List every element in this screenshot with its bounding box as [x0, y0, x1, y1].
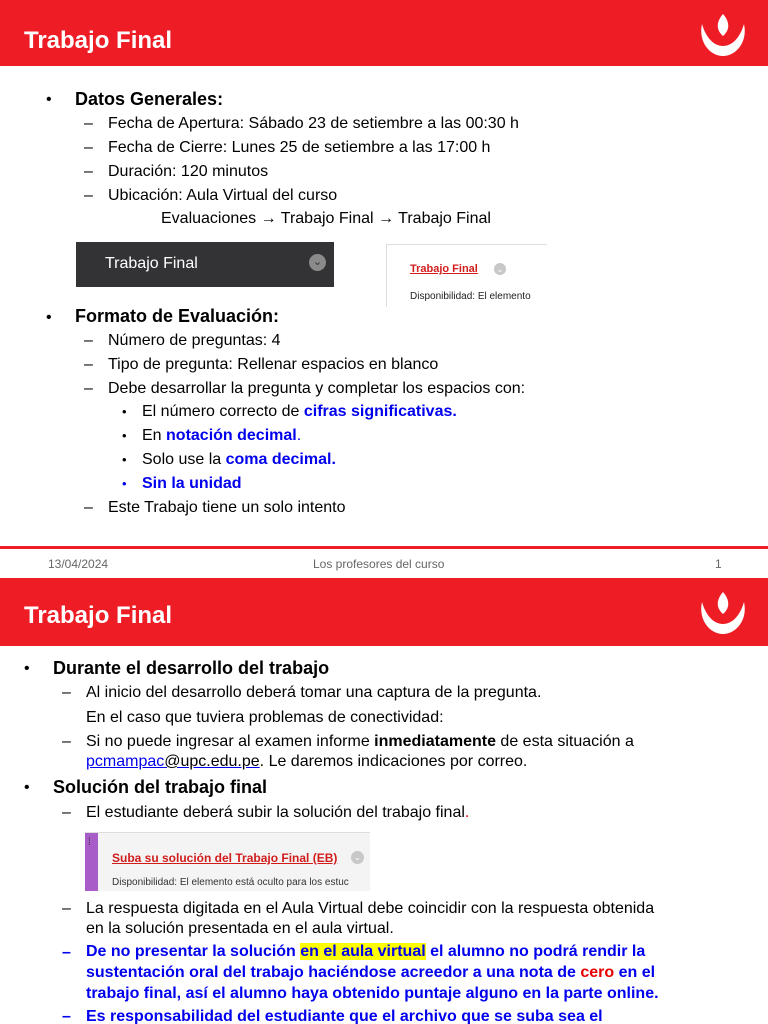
solucion-heading: Solución del trabajo final: [53, 777, 268, 797]
dash-icon: –: [84, 356, 93, 373]
dash-icon: –: [62, 733, 71, 750]
screenshot-dark-label: Trabajo Final: [105, 255, 198, 272]
respuesta-line-2: en la solución presentada en el aula virtual.: [86, 920, 394, 937]
dash-icon: –: [62, 804, 71, 821]
screenshot-light-label: Trabajo Final: [410, 263, 478, 275]
ubicacion: Ubicación: Aula Virtual del curso: [108, 187, 338, 204]
durante-heading: Durante el desarrollo del trabajo: [53, 658, 330, 678]
chevron-circle-icon: ⌄: [309, 254, 326, 271]
sub-unidad: Sin la unidad: [142, 475, 242, 492]
slide-header: [0, 578, 768, 646]
dash-icon: –: [84, 499, 93, 516]
slide-title: Trabajo Final: [24, 602, 173, 629]
ruta-navegacion: Evaluaciones → Trabajo Final → Trabajo Final: [161, 210, 491, 227]
bullet-icon: •: [122, 428, 127, 443]
chevron-circle-icon: ⌄: [351, 851, 364, 864]
inicio-text: Al inicio del desarrollo deberá tomar una captura de la pregunta.: [86, 684, 542, 701]
intento: Este Trabajo tiene un solo intento: [108, 499, 346, 516]
sub-coma: Solo use la coma decimal.: [142, 451, 336, 468]
chevron-circle-icon: ⌄: [494, 263, 506, 275]
bullet-icon: •: [46, 309, 52, 326]
screenshot-submit-desc: Disponibilidad: El elemento está oculto para los estuc: [112, 877, 349, 888]
dash-icon: –: [84, 332, 93, 349]
dash-icon: –: [84, 139, 93, 156]
respuesta-line-1: La respuesta digitada en el Aula Virtual debe coincidir con la respuesta obtenida: [86, 900, 655, 917]
dash-icon: –: [84, 163, 93, 180]
fecha-apertura: Fecha de Apertura: Sábado 23 de setiembre a las 00:30 h: [108, 115, 519, 132]
duracion: Duración: 120 minutos: [108, 163, 269, 180]
footer-divider: [0, 546, 768, 549]
slide-header: [0, 0, 768, 66]
upc-logo-icon: [694, 10, 752, 60]
footer-page: 1: [715, 557, 722, 571]
no-presentar-line-3: trabajo final, así el alumno haya obtenido puntaje alguno en la parte online.: [86, 985, 659, 1002]
dash-icon: –: [62, 944, 71, 961]
bullet-icon: •: [122, 452, 127, 467]
sub-cifras: El número correcto de cifras significativas.: [142, 403, 457, 420]
screenshot-submit-label: Suba su solución del Trabajo Final (EB): [112, 851, 338, 865]
slide-title: Trabajo Final: [24, 27, 173, 54]
email-line: pcmampac@upc.edu.pe. Le daremos indicaciones por correo.: [86, 753, 528, 770]
bullet-icon: •: [24, 660, 30, 677]
footer-date: 13/04/2024: [48, 557, 109, 571]
responsabilidad-text: Es responsabilidad del estudiante que el archivo que se suba sea el: [86, 1008, 603, 1024]
drag-handle-icon: ⁞: [88, 837, 91, 848]
formato-heading: Formato de Evaluación:: [75, 306, 280, 326]
no-presentar-line-2: sustentación oral del trabajo haciéndose acreedor a una nota de cero en el: [86, 964, 656, 981]
screenshot-submit-item: [85, 832, 370, 891]
datos-generales-heading: Datos Generales:: [75, 89, 224, 109]
no-presentar-line-1: De no presentar la solución en el aula virtual el alumno no podrá rendir la: [86, 943, 646, 960]
dash-icon: –: [62, 900, 71, 917]
num-preguntas: Número de preguntas: 4: [108, 332, 281, 349]
upc-logo-icon: [694, 588, 752, 638]
caso-text: En el caso que tuviera problemas de conectividad:: [86, 709, 444, 726]
bullet-icon: •: [122, 404, 127, 419]
footer-center: Los profesores del curso: [313, 557, 445, 571]
subir-text: El estudiante deberá subir la solución del trabajo final.: [86, 804, 470, 821]
tipo-pregunta: Tipo de pregunta: Rellenar espacios en blanco: [108, 356, 439, 373]
bullet-icon: •: [46, 91, 52, 108]
dash-icon: –: [62, 1008, 71, 1024]
dash-icon: –: [62, 684, 71, 701]
item-color-bar: [85, 833, 98, 891]
dash-icon: –: [84, 115, 93, 132]
desarrollar: Debe desarrollar la pregunta y completar los espacios con:: [108, 380, 526, 397]
email-link[interactable]: pcmampac@upc.edu.pe: [86, 753, 260, 770]
screenshot-dark-menu-item: [76, 242, 334, 287]
screenshot-light-desc: Disponibilidad: El elemento: [410, 291, 531, 302]
dash-icon: –: [84, 380, 93, 397]
fecha-cierre: Fecha de Cierre: Lunes 25 de setiembre a las 17:00 h: [108, 139, 491, 156]
bullet-icon: •: [24, 779, 30, 796]
bullet-icon: •: [122, 476, 127, 491]
sub-notacion: En notación decimal.: [142, 427, 302, 444]
si-no-text: Si no puede ingresar al examen informe inmediatamente de esta situación a: [86, 733, 634, 750]
slide-2: [0, 578, 768, 1024]
dash-icon: –: [84, 187, 93, 204]
screenshot-light-item: [386, 244, 547, 307]
